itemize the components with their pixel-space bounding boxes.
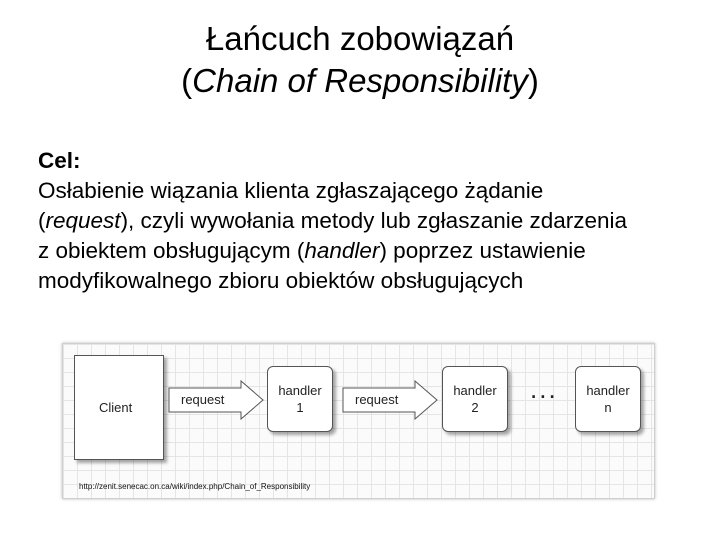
handler-1-box <box>267 366 333 432</box>
request-arrow-2-label: request <box>355 392 399 407</box>
goal-line-2-open: ( <box>38 208 46 233</box>
title-english-name: Chain of Responsibility <box>192 62 528 99</box>
handler-1-index: 1 <box>296 400 304 415</box>
goal-line-2-rest: ), czyli wywołania metody lub zgłaszanie zdarzenia <box>120 208 628 233</box>
ellipsis: ... <box>530 374 558 404</box>
title-line-1: Łańcuch zobowiązań <box>205 20 515 57</box>
handler-2-label <box>453 382 496 416</box>
title-paren-open: ( <box>181 62 193 99</box>
handler-2-name: handler <box>453 383 497 398</box>
goal-line-3 <box>38 236 718 266</box>
source-url: http://zenit.senecac.on.ca/wiki/index.php/Chain_of_Responsibility <box>79 482 311 491</box>
handler-2-index: 2 <box>471 400 479 415</box>
goal-line-4: modyfikowalnego zbioru obiektów obsługujących <box>38 268 524 293</box>
goal-line-2 <box>38 206 718 236</box>
title-line-2 <box>0 60 720 102</box>
handler-n-name: handler <box>586 383 630 398</box>
title-paren-close: ) <box>527 62 539 99</box>
goal-line-3-start: z obiektem obsługującym ( <box>38 238 305 263</box>
handler-n-box <box>575 366 641 432</box>
goal-term-request: request <box>45 208 121 233</box>
goal-line-3-rest: ) poprzez ustawienie <box>379 238 586 263</box>
goal-description <box>38 146 718 296</box>
goal-term-handler: handler <box>304 238 380 263</box>
handler-n-label <box>586 382 629 416</box>
handler-1-label <box>278 382 321 416</box>
handler-2-box <box>442 366 508 432</box>
request-arrow-1-label: request <box>181 392 225 407</box>
goal-label: Cel: <box>38 148 81 173</box>
handler-1-name: handler <box>278 383 322 398</box>
goal-line-1: Osłabienie wiązania klienta zgłaszającego żądanie <box>38 178 544 203</box>
slide-title <box>0 18 720 102</box>
handler-n-index: n <box>604 400 612 415</box>
client-label: Client <box>99 400 133 415</box>
client-box <box>74 355 164 460</box>
chain-diagram <box>62 343 655 499</box>
